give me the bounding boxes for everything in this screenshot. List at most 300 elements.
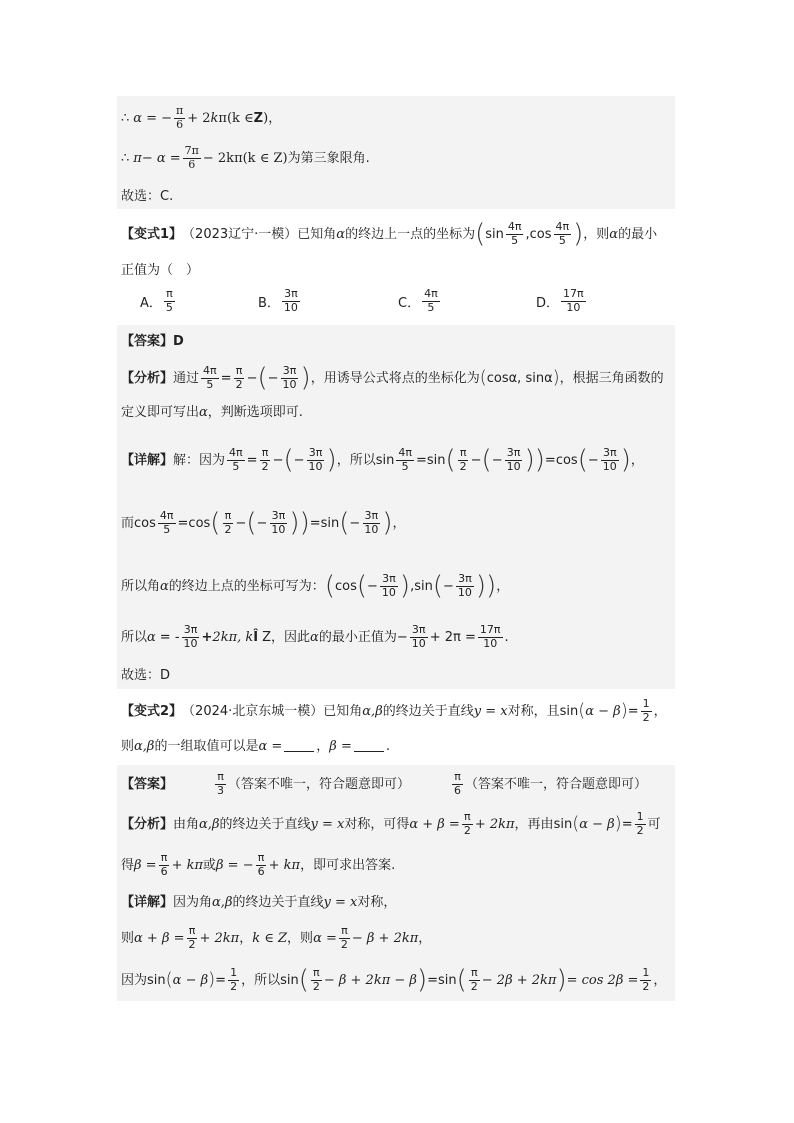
math-token: π: [188, 923, 196, 937]
math-token: 则: [121, 930, 135, 946]
math-token: .: [385, 738, 390, 754]
analysis-2: [121, 808, 661, 840]
math-token: 10: [566, 300, 581, 314]
math-token: (: [572, 812, 580, 834]
math-token: 3π: [282, 363, 297, 377]
math-token: ): [556, 964, 567, 995]
detail-2-line-2: [121, 922, 431, 954]
math-token: 的终边关于直线: [232, 894, 324, 910]
math-token: sin: [485, 226, 504, 242]
math-token: =: [621, 816, 633, 832]
math-token: 1: [636, 809, 644, 823]
math-token: π: [235, 363, 243, 377]
math-token: ): [486, 570, 497, 601]
math-token: （答案不唯一，符合题意即可）: [465, 776, 648, 792]
math-token: 10: [271, 522, 286, 536]
answer-1: [121, 333, 184, 349]
math-token: ): [208, 968, 216, 990]
math-token: 故选：C.: [121, 188, 174, 204]
math-token: −: [267, 370, 279, 386]
math-token: D．: [536, 295, 560, 311]
math-token: 而: [121, 515, 135, 531]
math-token: 正值为（ ）: [121, 262, 200, 278]
analysis-1-cont: [121, 404, 303, 420]
math-token: 对称，: [357, 894, 397, 910]
math-token: −: [235, 515, 247, 531]
math-token: Z: [253, 110, 264, 126]
math-token: ，再由: [514, 816, 554, 832]
math-token: 因为角: [173, 894, 213, 910]
solution-line-2: [121, 142, 370, 174]
math-token: 4π: [424, 287, 438, 300]
math-token: 2: [235, 377, 243, 391]
fraction: [234, 365, 245, 391]
fraction: [182, 624, 200, 650]
math-token: ，所以: [336, 452, 376, 468]
fraction: [307, 447, 325, 473]
math-token: Z: [262, 629, 272, 645]
option-c[interactable]: [398, 288, 442, 314]
math-token: 为第三象限角.: [287, 150, 370, 166]
math-token: ): [299, 507, 310, 538]
math-token: cosα, sinα: [486, 370, 553, 386]
math-token: 2: [642, 979, 650, 993]
math-token: + kπ: [171, 857, 204, 873]
math-token: 7π: [184, 143, 199, 157]
math-token: 对称，可得: [344, 816, 410, 832]
math-token: 2: [261, 459, 269, 473]
detail-1-line-1: [121, 440, 644, 480]
math-token: 定义即可写出: [121, 404, 200, 420]
math-token: 3π: [411, 622, 426, 636]
fraction: [187, 925, 198, 951]
math-token: 的最小正值为: [318, 629, 397, 645]
math-token: π: [464, 809, 471, 823]
math-token: π: [261, 445, 269, 459]
math-token: = −: [146, 110, 172, 126]
math-token: (: [481, 444, 492, 475]
analysis-2-cont: [121, 849, 395, 881]
math-token: 6: [454, 783, 462, 797]
fraction: [311, 967, 322, 993]
answer-2: [121, 767, 647, 801]
math-token: 的终边关于直线: [382, 703, 474, 719]
math-token: y = x: [473, 703, 508, 719]
math-token: (: [479, 366, 487, 388]
math-token: α − β: [172, 972, 209, 988]
fraction: [380, 573, 398, 599]
math-token: 3π: [308, 445, 323, 459]
math-token: 5: [511, 233, 519, 247]
math-token: (: [456, 964, 467, 995]
fraction: [458, 447, 469, 473]
math-token: 5: [165, 300, 173, 314]
math-token: 10: [411, 636, 426, 650]
math-token: 1: [642, 965, 650, 979]
detail-1-line-4: [121, 620, 509, 654]
math-token: −: [491, 452, 503, 468]
math-token: 2: [463, 823, 471, 837]
math-token: 5: [558, 233, 566, 247]
math-token: 【详解】: [121, 452, 174, 468]
math-token: = -: [159, 629, 180, 645]
fraction: [640, 967, 651, 993]
math-token: 4π: [203, 363, 217, 377]
math-token: α − β: [579, 816, 615, 832]
analysis-1: [121, 360, 664, 396]
math-token: π− α =: [133, 150, 181, 166]
math-token: ，: [653, 972, 667, 988]
math-token: ，则: [583, 226, 610, 242]
math-token: sin: [438, 972, 457, 988]
math-token: 所以: [121, 629, 148, 645]
math-token: ): [475, 570, 487, 601]
math-token: ，所以: [241, 972, 281, 988]
math-token: α =: [258, 738, 283, 754]
math-token: 2: [230, 979, 238, 993]
math-token: 3π: [183, 622, 198, 636]
math-token: 6: [176, 117, 184, 131]
variant-2-question-cont: [121, 738, 390, 754]
math-token: − β + 2kπ − β: [323, 972, 417, 988]
math-token: + 2π =: [429, 629, 476, 645]
math-token: −: [349, 515, 361, 531]
math-token: =: [220, 370, 232, 386]
math-token: 10: [602, 459, 617, 473]
math-token: 1: [642, 696, 650, 710]
math-token: ,: [525, 226, 530, 242]
math-token: 已知角: [323, 703, 363, 719]
math-token: 的终边上点的坐标可写为：: [168, 578, 325, 594]
fraction: [256, 852, 267, 878]
math-token: (: [210, 507, 221, 538]
math-token: (k ∈: [226, 110, 254, 126]
fraction: [260, 447, 271, 473]
variant-1-question-cont: [121, 262, 199, 278]
math-token: π: [160, 850, 168, 864]
blank-alpha[interactable]: [284, 741, 314, 752]
math-token: β = −: [216, 857, 254, 873]
math-token: ): [620, 444, 631, 475]
math-token: 1: [230, 965, 238, 979]
math-token: cos: [334, 578, 357, 594]
solution-line-1: [121, 103, 282, 131]
math-token: π: [313, 965, 320, 979]
math-token: =: [246, 452, 258, 468]
math-token: 4π: [159, 508, 174, 522]
math-token: ，: [268, 110, 282, 126]
fraction: [282, 288, 300, 314]
variant-2-question: [121, 696, 667, 726]
math-token: cos: [188, 515, 211, 531]
math-token: 3π: [284, 287, 298, 300]
math-token: 2: [459, 459, 467, 473]
math-token: 5: [206, 377, 214, 391]
math-token: 5: [163, 522, 171, 536]
math-token: sin: [559, 703, 579, 719]
math-token: (: [578, 699, 586, 721]
fraction: [215, 771, 226, 797]
math-token: α: [133, 110, 143, 126]
math-token: α: [609, 226, 619, 242]
math-token: 则: [121, 738, 135, 754]
math-token: − β + 2kπ: [351, 930, 419, 946]
math-token: ): [552, 366, 560, 388]
variant-1-question: [121, 216, 657, 252]
math-token: ，: [630, 452, 644, 468]
math-token: α: [199, 404, 208, 420]
select-answer-line: [121, 188, 173, 204]
math-token: (: [165, 968, 173, 990]
math-token: ): [416, 964, 428, 995]
math-token: ，: [496, 578, 510, 594]
math-token: α,β: [362, 703, 383, 719]
math-token: 5: [427, 300, 435, 314]
math-token: + 2: [187, 110, 211, 126]
math-token: A．: [140, 295, 162, 311]
math-token: ): [326, 444, 337, 475]
option-d[interactable]: [536, 288, 588, 314]
math-token: 所以角: [121, 578, 161, 594]
math-token: ，即可求出答案.: [300, 857, 396, 873]
detail-2-line-1: [121, 893, 396, 911]
math-token: −: [272, 452, 284, 468]
fraction: [554, 221, 572, 247]
math-token: ): [614, 812, 622, 834]
math-token: =: [177, 515, 189, 531]
math-token: 【变式1】: [121, 226, 183, 242]
math-token: 【详解】: [121, 894, 174, 910]
math-token: B．: [258, 295, 280, 311]
math-token: （2024·北京东城一模）: [182, 703, 324, 719]
math-token: α,β: [212, 894, 233, 910]
fraction: [478, 624, 503, 650]
math-token: 3π: [458, 571, 472, 585]
math-token: （答案不唯一，符合题意即可）: [228, 776, 411, 792]
math-token: π: [224, 508, 232, 522]
math-token: 对称，且: [507, 703, 560, 719]
math-token: =: [309, 515, 321, 531]
math-token: 【答案】D: [121, 333, 184, 349]
math-token: = cos 2β =: [566, 972, 639, 988]
math-token: 3π: [506, 445, 521, 459]
math-token: 10: [457, 585, 472, 599]
fraction: [183, 145, 201, 171]
math-token: π: [470, 965, 478, 979]
fraction: [222, 510, 233, 536]
fraction: [561, 288, 586, 314]
math-token: 6: [160, 864, 168, 878]
math-token: −: [396, 629, 408, 645]
math-token: α: [310, 629, 319, 645]
fraction: [281, 365, 299, 391]
math-token: ，则: [287, 930, 314, 946]
fraction: [505, 447, 523, 473]
math-token: ): [263, 110, 269, 126]
math-token: 3π: [364, 508, 379, 522]
detail-1-line-2: [121, 503, 406, 543]
math-token: π: [341, 923, 348, 937]
fraction: [164, 288, 175, 314]
math-token: 4π: [555, 219, 570, 233]
math-token: 由角: [173, 816, 200, 832]
math-token: (: [246, 507, 257, 538]
fraction: [158, 510, 176, 536]
math-token: 5: [401, 459, 409, 473]
math-token: sin: [280, 972, 299, 988]
math-token: 2: [224, 522, 232, 536]
math-token: ，根据三角函数的: [559, 370, 664, 386]
math-token: + 2kπ: [199, 930, 240, 946]
math-token: =: [215, 972, 227, 988]
math-token: ，用诱导公式将点的坐标化为: [310, 370, 480, 386]
math-token: (: [432, 570, 443, 601]
math-token: 10: [282, 377, 297, 391]
math-token: k ∈ Z: [252, 930, 288, 946]
math-token: ，: [239, 930, 253, 946]
math-token: sin: [375, 452, 395, 468]
math-token: y = x: [323, 894, 358, 910]
math-token: 已知角: [297, 226, 337, 242]
math-token: ): [382, 507, 393, 538]
math-token: 2: [340, 937, 348, 951]
math-token: 3π: [271, 508, 286, 522]
math-token: sin: [426, 452, 446, 468]
math-token: ∴: [121, 150, 130, 166]
fraction: [396, 447, 414, 473]
math-token: π: [175, 103, 184, 117]
math-token: (: [356, 570, 367, 601]
fraction: [635, 811, 646, 837]
math-token: π: [218, 110, 227, 126]
math-token: ，: [316, 738, 330, 754]
math-token: α,β: [199, 816, 220, 832]
math-token: y = x: [310, 816, 345, 832]
math-token: −: [256, 515, 268, 531]
math-token: −: [442, 578, 454, 594]
math-token: 或: [203, 857, 217, 873]
fraction: [506, 221, 524, 247]
math-token: .: [504, 629, 509, 645]
math-token: 3: [217, 783, 225, 797]
math-token: ，判断选项即可.: [207, 404, 303, 420]
math-token: (: [257, 362, 268, 393]
math-token: （2023辽宁·一模）: [182, 226, 298, 242]
math-token: =: [427, 972, 438, 988]
math-token: 【变式2】: [121, 703, 183, 719]
fraction: [422, 288, 440, 314]
math-token: sin: [320, 515, 340, 531]
math-token: 4π: [507, 219, 522, 233]
math-token: π: [217, 769, 224, 783]
math-token: +: [201, 629, 213, 645]
math-token: 通过: [173, 370, 200, 386]
math-token: 2: [188, 937, 196, 951]
fraction: [469, 967, 480, 993]
math-token: ,: [410, 578, 415, 594]
math-token: + 2kπ: [474, 816, 515, 832]
math-token: 2: [636, 823, 644, 837]
math-token: −: [293, 452, 305, 468]
math-token: C．: [398, 295, 421, 311]
math-token: −: [367, 578, 378, 594]
math-token: α − β: [585, 703, 621, 719]
math-token: − 2β + 2kπ: [481, 972, 557, 988]
math-token: ，: [418, 930, 432, 946]
math-token: 【分析】: [121, 816, 174, 832]
math-token: 2: [470, 979, 478, 993]
math-token: 10: [364, 522, 379, 536]
math-token: 10: [506, 459, 521, 473]
fraction: [410, 624, 428, 650]
math-token: 2kπ, k: [212, 629, 254, 645]
math-token: 的终边上一点的坐标为: [345, 226, 476, 242]
math-token: ∴: [121, 110, 130, 126]
select-answer-line-2: [121, 667, 170, 683]
math-token: −: [246, 370, 258, 386]
math-token: ): [399, 570, 411, 601]
math-token: 3π: [602, 445, 617, 459]
math-token: α =: [313, 930, 337, 946]
blank-beta[interactable]: [354, 741, 384, 752]
math-token: −: [587, 452, 599, 468]
math-token: 故选：D: [121, 667, 171, 683]
math-token: α + β =: [134, 930, 185, 946]
math-token: 10: [308, 459, 323, 473]
math-token: 4π: [398, 445, 412, 459]
math-token: α: [147, 629, 156, 645]
math-token: (: [283, 444, 294, 475]
option-b[interactable]: [258, 288, 302, 314]
math-token: 6: [188, 157, 196, 171]
option-a[interactable]: [140, 288, 177, 314]
math-token: 6: [257, 864, 265, 878]
math-token: 2: [312, 979, 320, 993]
math-token: ): [620, 699, 628, 721]
math-token: α: [160, 578, 169, 594]
fraction: [641, 698, 652, 724]
fraction: [228, 967, 239, 993]
math-token: 的终边关于直线: [219, 816, 311, 832]
math-token: 解：因为: [173, 452, 226, 468]
math-token: (: [324, 570, 335, 601]
math-token: =: [627, 703, 639, 719]
math-token: π: [257, 850, 265, 864]
fraction: [452, 771, 463, 797]
math-token: sin: [147, 972, 166, 988]
fraction: [601, 447, 619, 473]
math-token: 【答案】: [121, 776, 174, 792]
math-token: ，因此: [271, 629, 311, 645]
math-token: 10: [381, 585, 396, 599]
math-token: ): [534, 444, 545, 475]
math-token: − 2kπ(k ∈ Z): [202, 150, 288, 166]
fraction: [227, 447, 245, 473]
math-token: 的一组取值可以是: [154, 738, 259, 754]
math-token: (: [339, 507, 350, 538]
fraction: [362, 510, 380, 536]
fraction: [174, 105, 185, 131]
math-token: sin: [553, 816, 573, 832]
math-token: 4π: [229, 445, 243, 459]
math-token: α: [336, 226, 346, 242]
math-token: =: [415, 452, 427, 468]
math-token: Î: [253, 629, 259, 645]
math-token: cos: [529, 226, 552, 242]
math-token: 得: [121, 857, 135, 873]
fraction: [456, 573, 474, 599]
fraction: [269, 510, 287, 536]
